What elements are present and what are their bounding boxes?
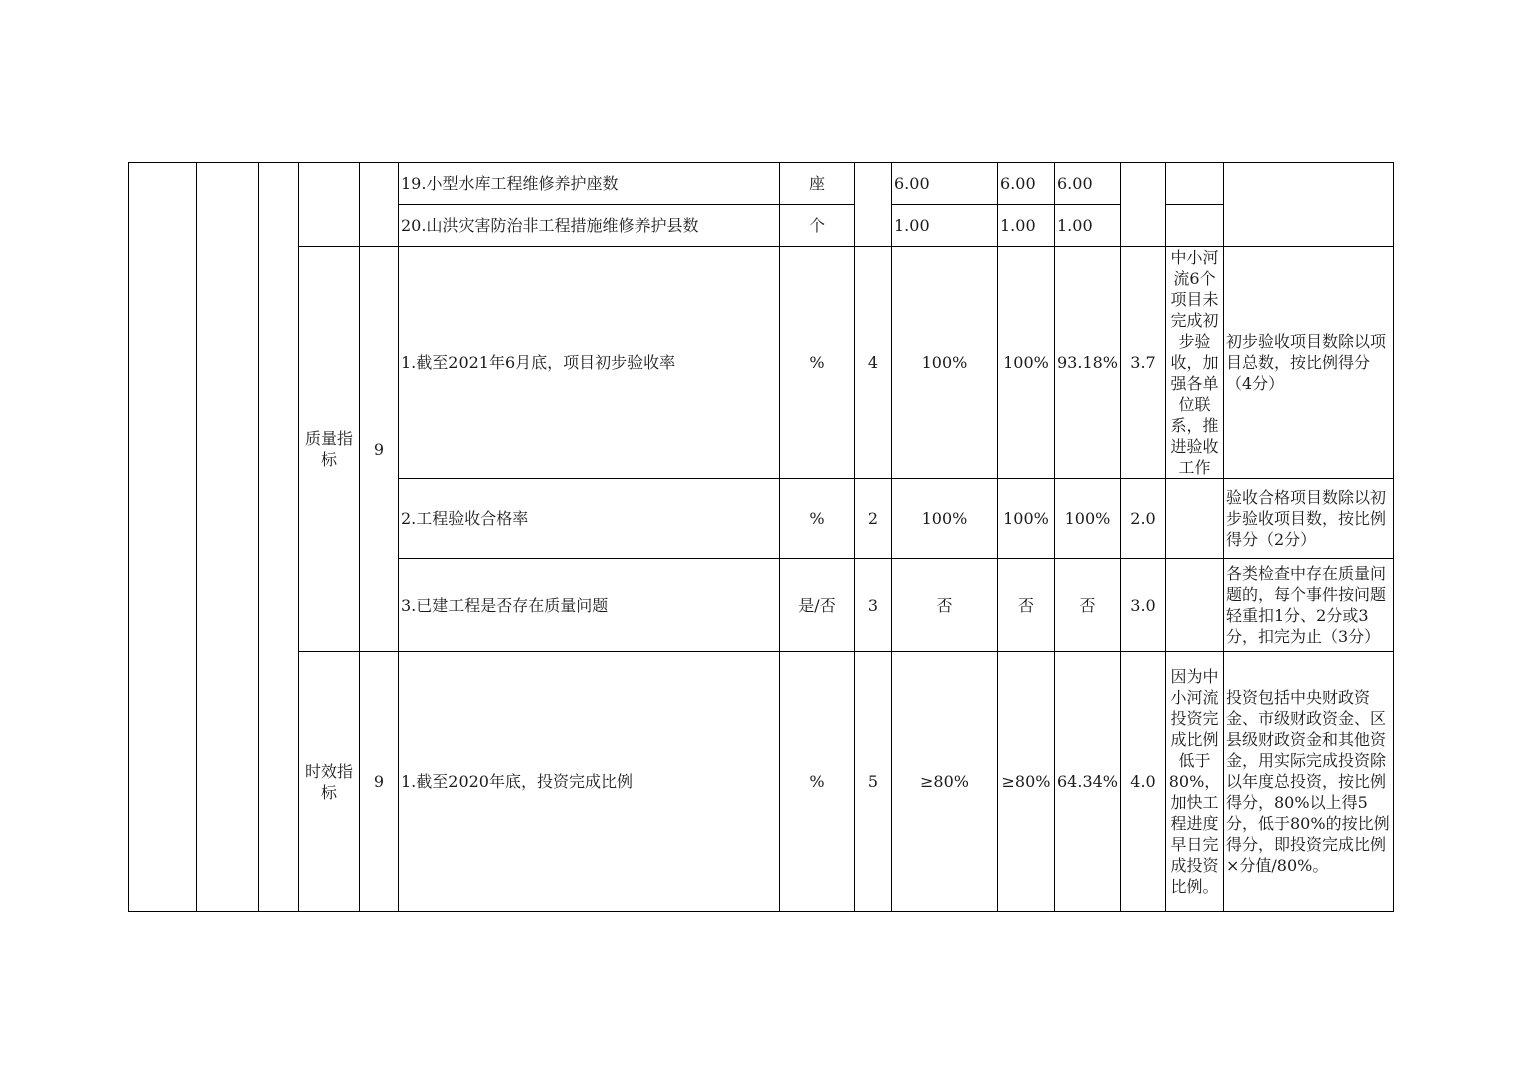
unit-cell: 个 — [780, 205, 855, 247]
unit-cell: % — [780, 247, 855, 479]
reason-cell: 中小河流6个项目未完成初步验收，加强各单位联系，推进验收工作 — [1166, 247, 1224, 479]
plan-cell: 否 — [998, 559, 1055, 652]
plan-cell: 1.00 — [998, 205, 1055, 247]
actual-cell: 93.18% — [1055, 247, 1121, 479]
plan-cell: 6.00 — [998, 163, 1055, 205]
score-max-cell: 4 — [855, 247, 892, 479]
plan-cell: 100% — [998, 247, 1055, 479]
blank-cell-level3 — [259, 163, 299, 912]
indicator-cell: 20.山洪灾害防治非工程措施维修养护县数 — [399, 205, 780, 247]
target-cell: 100% — [892, 479, 998, 559]
reason-cell: 因为中小河流投资完成比例低于80%，加快工程进度早日完成投资比例。 — [1166, 652, 1224, 912]
actual-cell: 否 — [1055, 559, 1121, 652]
unit-cell: 座 — [780, 163, 855, 205]
table-row — [129, 163, 1394, 205]
weight-quality: 9 — [360, 247, 399, 652]
blank-cell-category — [299, 163, 360, 247]
actual-cell: 6.00 — [1055, 163, 1121, 205]
performance-table — [128, 162, 1394, 912]
target-cell: 100% — [892, 247, 998, 479]
reason-cell — [1166, 479, 1224, 559]
category-timeliness: 时效指标 — [299, 652, 360, 912]
blank-cell-weight — [360, 163, 399, 247]
method-cell: 验收合格项目数除以初步验收项目数，按比例得分（2分） — [1224, 479, 1394, 559]
actual-cell: 1.00 — [1055, 205, 1121, 247]
target-cell: ≥80% — [892, 652, 998, 912]
score-max-cell: 5 — [855, 652, 892, 912]
blank-cell-reason — [1166, 163, 1224, 205]
target-cell: 1.00 — [892, 205, 998, 247]
indicator-cell: 2.工程验收合格率 — [399, 479, 780, 559]
indicator-cell: 1.截至2021年6月底，项目初步验收率 — [399, 247, 780, 479]
plan-cell: ≥80% — [998, 652, 1055, 912]
blank-cell-reason — [1166, 205, 1224, 247]
plan-cell: 100% — [998, 479, 1055, 559]
score-cell: 3.7 — [1121, 247, 1166, 479]
unit-cell: 是/否 — [780, 559, 855, 652]
blank-cell-score — [1121, 163, 1166, 247]
indicator-cell: 3.已建工程是否存在质量问题 — [399, 559, 780, 652]
score-max-cell: 3 — [855, 559, 892, 652]
blank-cell-method — [1224, 163, 1394, 247]
score-cell: 2.0 — [1121, 479, 1166, 559]
target-cell: 否 — [892, 559, 998, 652]
method-cell: 投资包括中央财政资金、市级财政资金、区县级财政资金和其他资金，用实际完成投资除以年度总投资，按比例得分，80%以上得5分，低于80%的按比例得分，即投资完成比例×分值/80%。 — [1224, 652, 1394, 912]
table-row — [129, 247, 1394, 479]
score-cell: 4.0 — [1121, 652, 1166, 912]
unit-cell: % — [780, 479, 855, 559]
table-row — [129, 652, 1394, 912]
indicator-cell: 1.截至2020年底，投资完成比例 — [399, 652, 780, 912]
unit-cell: % — [780, 652, 855, 912]
indicator-cell: 19.小型水库工程维修养护座数 — [399, 163, 780, 205]
actual-cell: 100% — [1055, 479, 1121, 559]
method-cell: 初步验收项目数除以项目总数，按比例得分（4分） — [1224, 247, 1394, 479]
target-cell: 6.00 — [892, 163, 998, 205]
score-cell: 3.0 — [1121, 559, 1166, 652]
actual-cell: 64.34% — [1055, 652, 1121, 912]
category-quality: 质量指标 — [299, 247, 360, 652]
method-cell: 各类检查中存在质量问题的，每个事件按问题轻重扣1分、2分或3分，扣完为止（3分） — [1224, 559, 1394, 652]
reason-cell — [1166, 559, 1224, 652]
score-max-cell: 2 — [855, 479, 892, 559]
blank-cell-level1 — [129, 163, 197, 912]
blank-cell-score-max — [855, 163, 892, 247]
weight-timeliness: 9 — [360, 652, 399, 912]
blank-cell-level2 — [197, 163, 259, 912]
